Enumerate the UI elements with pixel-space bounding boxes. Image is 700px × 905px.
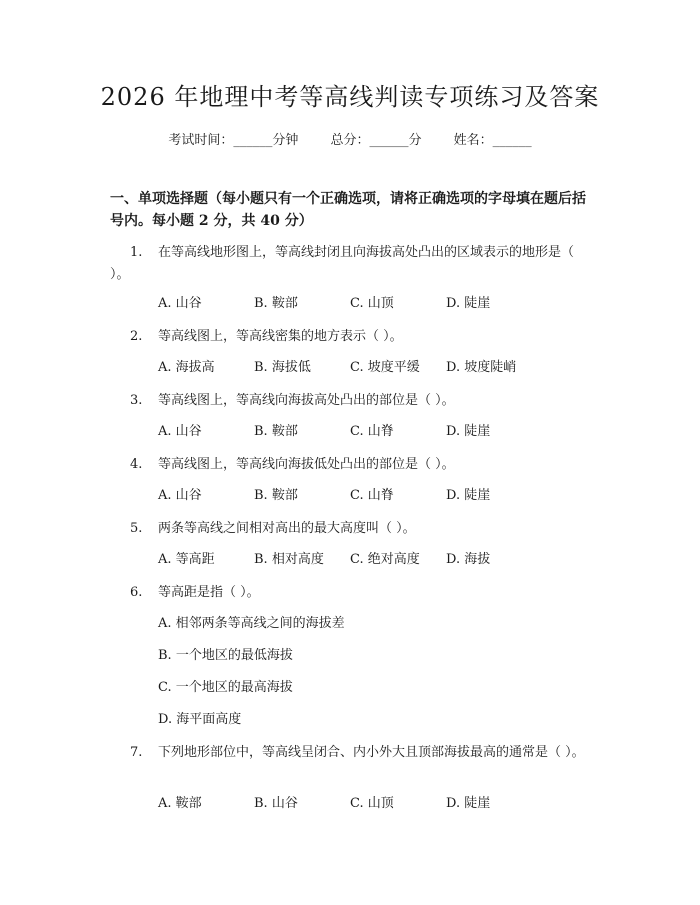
total-score-field: 总分：______分 <box>330 133 422 148</box>
question-2-options <box>158 358 598 378</box>
question-4 <box>110 454 588 476</box>
question-number: 3. <box>130 393 143 408</box>
exam-info <box>0 131 700 151</box>
question-number: 2. <box>130 329 143 344</box>
question-number: 7. <box>130 745 143 760</box>
option-d: D. 陡崖 <box>446 796 491 811</box>
option-c: C. 绝对高度 <box>350 552 420 567</box>
page-title: 2026 年地理中考等高线判读专项练习及答案 <box>100 83 600 111</box>
option-b: B. 一个地区的最低海拔 <box>158 648 293 663</box>
question-3-options <box>158 422 598 442</box>
option-c: C. 山脊 <box>350 488 394 503</box>
question-7-options <box>158 794 598 814</box>
question-text: 等高线图上，等高线密集的地方表示（ ）。 <box>158 329 403 344</box>
option-a: A. 等高距 <box>158 552 215 567</box>
option-d: D. 海平面高度 <box>158 712 242 727</box>
question-6 <box>110 582 588 604</box>
option-d: D. 陡崖 <box>446 296 491 311</box>
question-2 <box>110 326 588 348</box>
option-a: A. 山谷 <box>158 296 202 311</box>
option-d: D. 坡度陡峭 <box>446 360 517 375</box>
question-5 <box>110 518 588 540</box>
question-text: 下列地形部位中，等高线呈闭合、内小外大且顶部海拔最高的通常是（ ）。 <box>158 745 585 760</box>
option-c: C. 山脊 <box>350 424 394 439</box>
question-number: 6. <box>130 585 143 600</box>
option-a: A. 海拔高 <box>158 360 215 375</box>
option-c: C. 坡度平缓 <box>350 360 420 375</box>
option-b: B. 鞍部 <box>254 488 298 503</box>
section-heading: 一、单项选择题（每小题只有一个正确选项，请将正确选项的字母填在题后括号内。每小题 2 分，共 40 分） <box>110 191 586 229</box>
student-name-field: 姓名：______ <box>453 133 532 148</box>
question-text: 两条等高线之间相对高出的最大高度叫（ ）。 <box>158 521 416 536</box>
question-text: 等高线图上，等高线向海拔高处凸出的部位是（ ）。 <box>158 393 455 408</box>
option-c: C. 山顶 <box>350 796 394 811</box>
option-b: B. 鞍部 <box>254 424 298 439</box>
option-b: B. 相对高度 <box>254 552 324 567</box>
question-5-options <box>158 550 598 570</box>
question-number: 1. <box>130 245 143 260</box>
option-a: A. 相邻两条等高线之间的海拔差 <box>158 616 345 631</box>
question-1-options <box>158 294 598 314</box>
option-d: D. 陡崖 <box>446 424 491 439</box>
option-a: A. 山谷 <box>158 488 202 503</box>
option-d: D. 海拔 <box>446 552 491 567</box>
question-number: 5. <box>130 521 143 536</box>
question-1 <box>110 242 588 286</box>
question-text: 在等高线地形图上，等高线封闭且向海拔高处凸出的区域表示的地形是（ ）。 <box>110 245 575 282</box>
option-b: B. 山谷 <box>254 796 298 811</box>
option-d: D. 陡崖 <box>446 488 491 503</box>
option-b: B. 鞍部 <box>254 296 298 311</box>
question-3 <box>110 390 588 412</box>
option-a: A. 鞍部 <box>158 796 202 811</box>
option-a: A. 山谷 <box>158 424 202 439</box>
option-c: C. 山顶 <box>350 296 394 311</box>
question-text: 等高距是指（ ）。 <box>158 585 260 600</box>
exam-time-field: 考试时间：______分钟 <box>168 133 299 148</box>
question-number: 4. <box>130 457 143 472</box>
question-text: 等高线图上，等高线向海拔低处凸出的部位是（ ）。 <box>158 457 455 472</box>
question-4-options <box>158 486 598 506</box>
option-c: C. 一个地区的最高海拔 <box>158 680 293 695</box>
option-b: B. 海拔低 <box>254 360 311 375</box>
question-7 <box>110 742 588 764</box>
